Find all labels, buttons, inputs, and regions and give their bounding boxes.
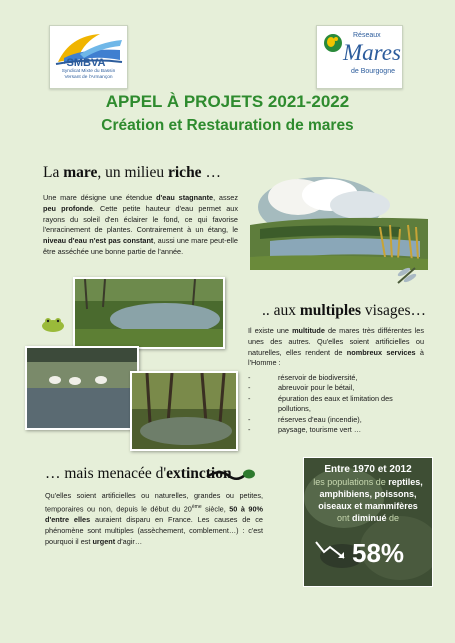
- logo-mares: Mares: [343, 40, 401, 65]
- pond-photo-forest: [130, 371, 238, 451]
- section3-title: … mais menacée d'extinction: [45, 465, 232, 482]
- reseaux-mares-logo: [316, 25, 403, 89]
- page-title: APPEL À PROJETS 2021-2022: [105, 92, 350, 111]
- tadpole-icon: [205, 466, 257, 484]
- stat-line-2: les populations de reptiles,: [313, 477, 423, 487]
- section1-text: Une mare désigne une étendue d'eau stagnante, assez peu profonde. Cette petite hauteur d'eau permet aux rayons du soleil d'en éclairer le fond, ce qui favorise l'enracinement de plantes. Contrairement à un étang, le niveau d'eau n'est pas constant, aussi une mare peut-elle être asséchée une bonne partie de l'année.: [43, 193, 238, 256]
- stat-line-1: Entre 1970 et 2012: [324, 464, 412, 475]
- stat-line-3: amphibiens, poissons,: [319, 489, 417, 499]
- dragonfly-icon: [395, 264, 419, 286]
- list-item: - réserves d'eau (incendie),: [248, 415, 424, 425]
- pond-photo-1: [73, 277, 225, 349]
- section3-text: Qu'elles soient artificielles ou naturelles, grandes ou petites, temporaires ou non, depuis le début du 20ème siècle, 50 à 90% d'entre elles auraient disparu en France. Les causes de ce phénomène sont multiples (assèchement, comblement…) : c'est pourquoi il est urgent d'agir…: [45, 491, 263, 546]
- smbva-logo: [49, 25, 128, 89]
- downward-trend-icon: [314, 538, 350, 562]
- page-subtitle: Création et Restauration de mares: [101, 117, 354, 134]
- smbva-emblem: [50, 28, 127, 68]
- pond-watercolor-image: [250, 167, 428, 270]
- list-item: - abreuvoir pour le bétail,: [248, 383, 424, 393]
- salamander-icon: [322, 32, 344, 54]
- stat-percentage: 58%: [352, 538, 405, 568]
- section1-title: La mare, un milieu riche …: [43, 164, 221, 181]
- smbva-line-1: Syndicat Mixte du Bassin: [61, 69, 116, 74]
- list-item: - paysage, tourisme vert …: [248, 425, 424, 435]
- smbva-name: SMBVA: [66, 57, 106, 68]
- logo-bourgogne: de Bourgogne: [351, 68, 395, 75]
- frog-icon: [38, 314, 68, 334]
- logo-reseaux: Réseaux: [353, 32, 381, 39]
- list-item: - réservoir de biodiversité,: [248, 373, 424, 383]
- pond-photo-cows: [25, 346, 139, 430]
- section2-title: .. aux multiples visages…: [262, 302, 427, 319]
- stat-line-4: oiseaux et mammifères: [318, 501, 418, 511]
- section2-text: Il existe une multitude de mares très différentes les unes des autres. Qu'elles soient artificielles ou naturelles, elles rendent de nombreux services à l'Homme :: [248, 326, 425, 368]
- list-item: - épuration des eaux et limitation des pollutions,: [248, 394, 424, 415]
- stat-line-5: ont diminué de: [336, 513, 400, 523]
- decline-stat-box: [303, 457, 433, 587]
- smbva-line-2: Versant de l'Armançon: [64, 75, 113, 80]
- services-list: [248, 373, 424, 435]
